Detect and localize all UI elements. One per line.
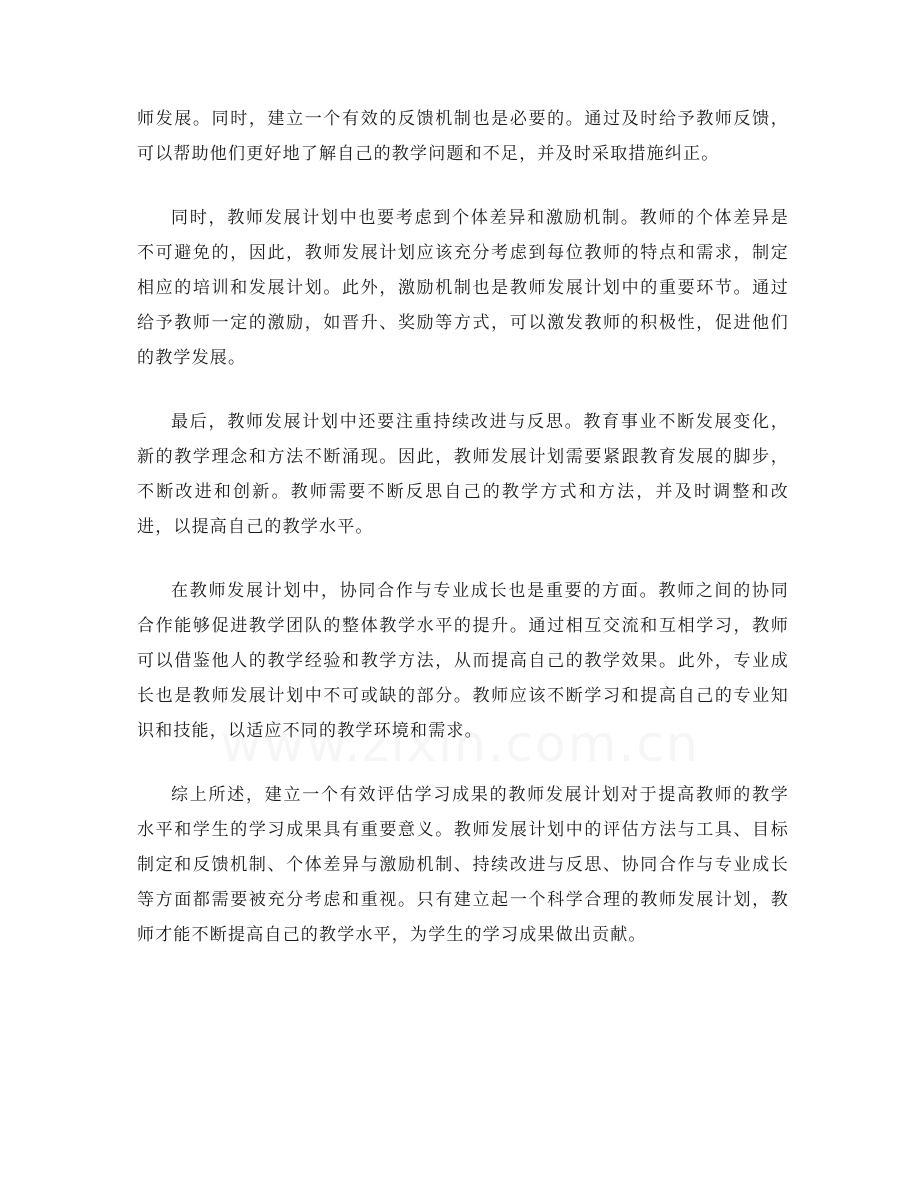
- paragraph-continuation: 师发展。同时，建立一个有效的反馈机制也是必要的。通过及时给予教师反馈，可以帮助他们更好地了解自己的教学问题和不足，并及时采取措施纠正。: [137, 109, 789, 164]
- paragraph-individual-differences: 同时，教师发展计划中也要考虑到个体差异和激励机制。教师的个体差异是不可避免的，因此，教师发展计划应该充分考虑到每位教师的特点和需求，制定相应的培训和发展计划。此外，激励机制也是教师发展计划中的重要环节。通过给予教师一定的激励，如晋升、奖励等方式，可以激发教师的积极性，促进他们的教学发展。: [137, 208, 789, 368]
- paragraph-collaboration: 在教师发展计划中，协同合作与专业成长也是重要的方面。教师之间的协同合作能够促进教学团队的整体教学水平的提升。通过相互交流和互相学习，教师可以借鉴他人的教学经验和教学方法，从而提高自己的教学效果。此外，专业成长也是教师发展计划中不可或缺的部分。教师应该不断学习和提高自己的专业知识和技能，以适应不同的教学环境和需求。: [137, 581, 789, 741]
- paragraph-conclusion: 综上所述，建立一个有效评估学习成果的教师发展计划对于提高教师的教学水平和学生的学习成果具有重要意义。教师发展计划中的评估方法与工具、目标制定和反馈机制、个体差异与激励机制、持续改进与反思、协同合作与专业成长等方面都需要被充分考虑和重视。只有建立起一个科学合理的教师发展计划，教师才能不断提高自己的教学水平，为学生的学习成果做出贡献。: [137, 785, 789, 945]
- paragraph-continuous-improvement: 最后，教师发展计划中还要注重持续改进与反思。教育事业不断发展变化，新的教学理念和方法不断涌现。因此，教师发展计划需要紧跟教育发展的脚步，不断改进和创新。教师需要不断反思自己的教学方式和方法，并及时调整和改进，以提高自己的教学水平。: [137, 412, 789, 537]
- document-body: [137, 102, 789, 982]
